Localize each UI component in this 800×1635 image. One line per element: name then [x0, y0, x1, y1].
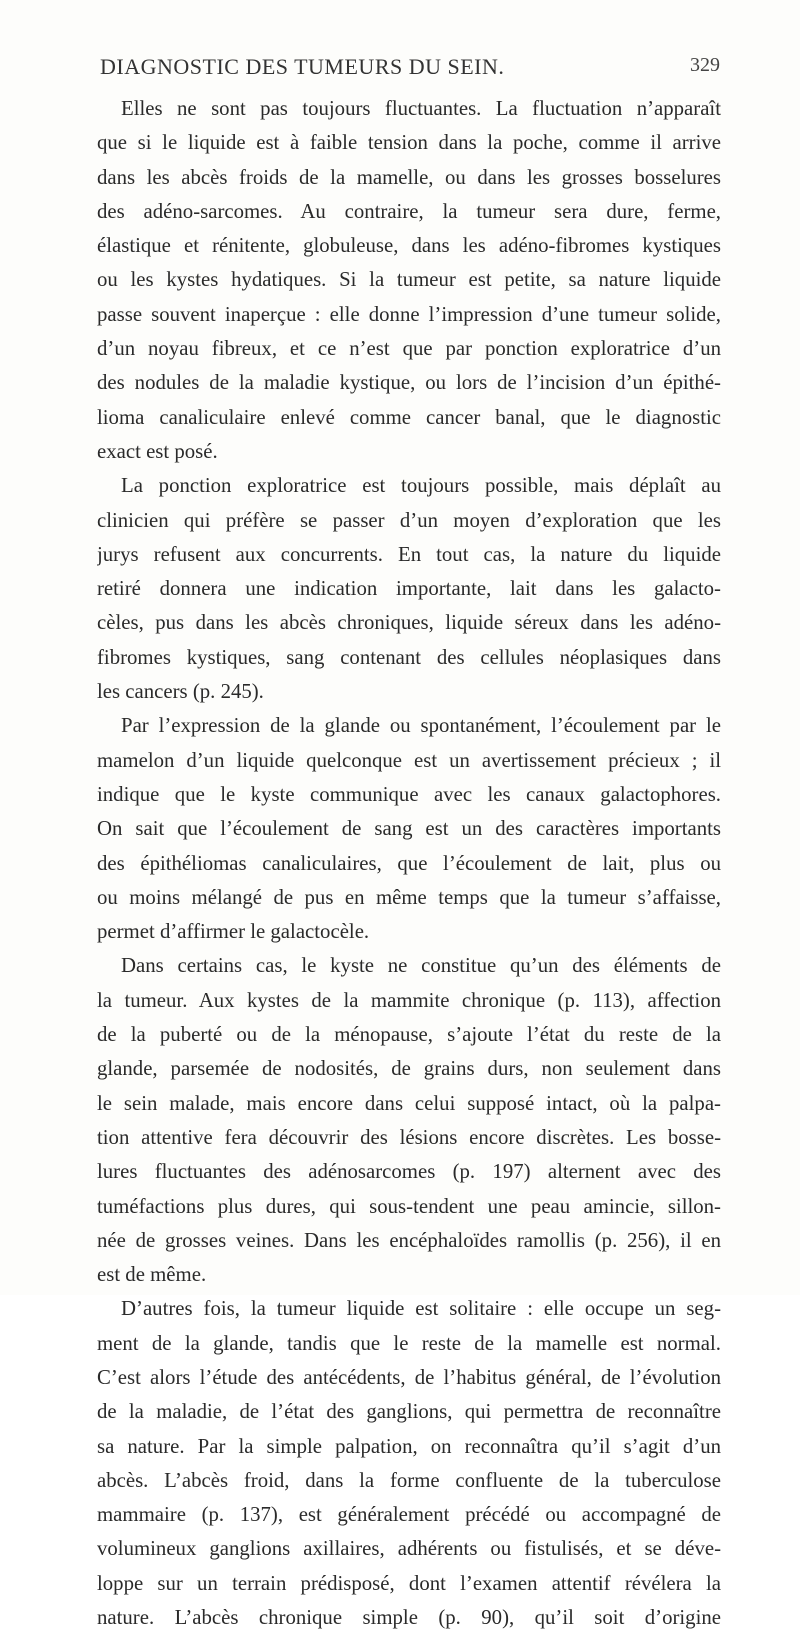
text-line: des nodules de la maladie kystique, ou lors de l’incision d’un épithé-	[97, 371, 721, 395]
text-line: tion attentive fera découvrir des lésions encore discrètes. Les bosse-	[97, 1125, 721, 1149]
text-line: des épithéliomas canaliculaires, que l’écoulement de lait, plus ou	[97, 851, 721, 875]
text-line: Elles ne sont pas toujours fluctuantes. La fluctuation n’apparaît	[121, 97, 721, 120]
body-text	[97, 92, 721, 1635]
text-line: de la maladie, de l’état des ganglions, qui permettra de reconnaître	[97, 1400, 721, 1424]
text-line: fibromes kystiques, sang contenant des cellules néoplasiques dans	[97, 645, 721, 669]
text-line: ou moins mélangé de pus en même temps que la tumeur s’affaisse,	[97, 885, 721, 909]
text-line: indique que le kyste communique avec les canaux galactophores.	[97, 782, 721, 806]
text-line: lures fluctuantes des adénosarcomes (p. 197) alternent avec des	[97, 1160, 721, 1184]
text-line: ment de la glande, tandis que le reste de la mamelle est normal.	[97, 1331, 721, 1355]
text-line: dans les abcès froids de la mamelle, ou dans les grosses bosselures	[97, 165, 721, 189]
text-line: mamelon d’un liquide quelconque est un avertissement précieux ; il	[97, 748, 721, 772]
text-line: de la puberté ou de la ménopause, s’ajoute l’état du reste de la	[97, 1023, 721, 1047]
text-line: retiré donnera une indication importante, lait dans les galacto-	[97, 577, 721, 601]
text-line: glande, parsemée de nodosités, de grains durs, non seulement dans	[97, 1057, 721, 1081]
text-line: exact est posé.	[97, 439, 218, 463]
text-line: le sein malade, mais encore dans celui supposé intact, où la palpa-	[97, 1091, 721, 1115]
text-line: la tumeur. Aux kystes de la mammite chronique (p. 113), affection	[97, 988, 721, 1012]
text-line: lioma canaliculaire enlevé comme cancer banal, que le diagnostic	[97, 405, 721, 429]
text-line: Par l’expression de la glande ou spontanément, l’écoulement par le	[121, 714, 721, 738]
text-line: est de même.	[97, 1263, 207, 1287]
page-header	[100, 54, 720, 84]
text-line: les cancers (p. 245).	[97, 680, 264, 704]
text-line: nature. L’abcès chronique simple (p. 90), qu’il soit d’origine	[97, 1606, 721, 1630]
text-line: jurys refusent aux concurrents. En tout cas, la nature du liquide	[97, 542, 721, 566]
text-line: née de grosses veines. Dans les encéphaloïdes ramollis (p. 256), il en	[97, 1228, 721, 1252]
running-title: DIAGNOSTIC DES TUMEURS DU SEIN.	[100, 54, 505, 79]
text-line: C’est alors l’étude des antécédents, de l’habitus général, de l’évolution	[97, 1365, 721, 1389]
text-line: volumineux ganglions axillaires, adhérents ou fistulisés, et se déve-	[97, 1537, 721, 1561]
text-line: élastique et rénitente, globuleuse, dans les adéno-fibromes kystiques	[97, 234, 721, 258]
text-line: clinicien qui préfère se passer d’un moyen d’exploration que les	[97, 508, 721, 532]
text-line: mammaire (p. 137), est généralement précédé ou accompagné de	[97, 1503, 721, 1527]
text-line: cèles, pus dans les abcès chroniques, liquide séreux dans les adéno-	[97, 611, 721, 635]
text-line: que si le liquide est à faible tension dans la poche, comme il arrive	[97, 131, 721, 155]
text-line: permet d’affirmer le galactocèle.	[97, 920, 370, 944]
text-line: d’un noyau fibreux, et ce n’est que par ponction exploratrice d’un	[97, 337, 721, 361]
page-number: 329	[690, 54, 720, 76]
text-line: Dans certains cas, le kyste ne constitue qu’un des éléments de	[121, 954, 721, 978]
text-line: sa nature. Par la simple palpation, on reconnaîtra qu’il s’agit d’un	[97, 1434, 721, 1458]
text-line: tuméfactions plus dures, qui sous-tendent une peau amincie, sillon-	[97, 1194, 721, 1218]
text-line: des adéno-sarcomes. Au contraire, la tumeur sera dure, ferme,	[97, 199, 721, 223]
text-line: passe souvent inaperçue : elle donne l’impression d’une tumeur solide,	[97, 302, 721, 326]
text-line: On sait que l’écoulement de sang est un des caractères importants	[97, 817, 721, 841]
text-line: D’autres fois, la tumeur liquide est solitaire : elle occupe un seg-	[121, 1297, 721, 1321]
text-line: ou les kystes hydatiques. Si la tumeur est petite, sa nature liquide	[97, 268, 721, 292]
text-line: La ponction exploratrice est toujours possible, mais déplaît au	[121, 474, 721, 498]
text-line: abcès. L’abcès froid, dans la forme confluente de la tuberculose	[97, 1468, 721, 1492]
text-line: loppe sur un terrain prédisposé, dont l’examen attentif révélera la	[97, 1571, 721, 1595]
